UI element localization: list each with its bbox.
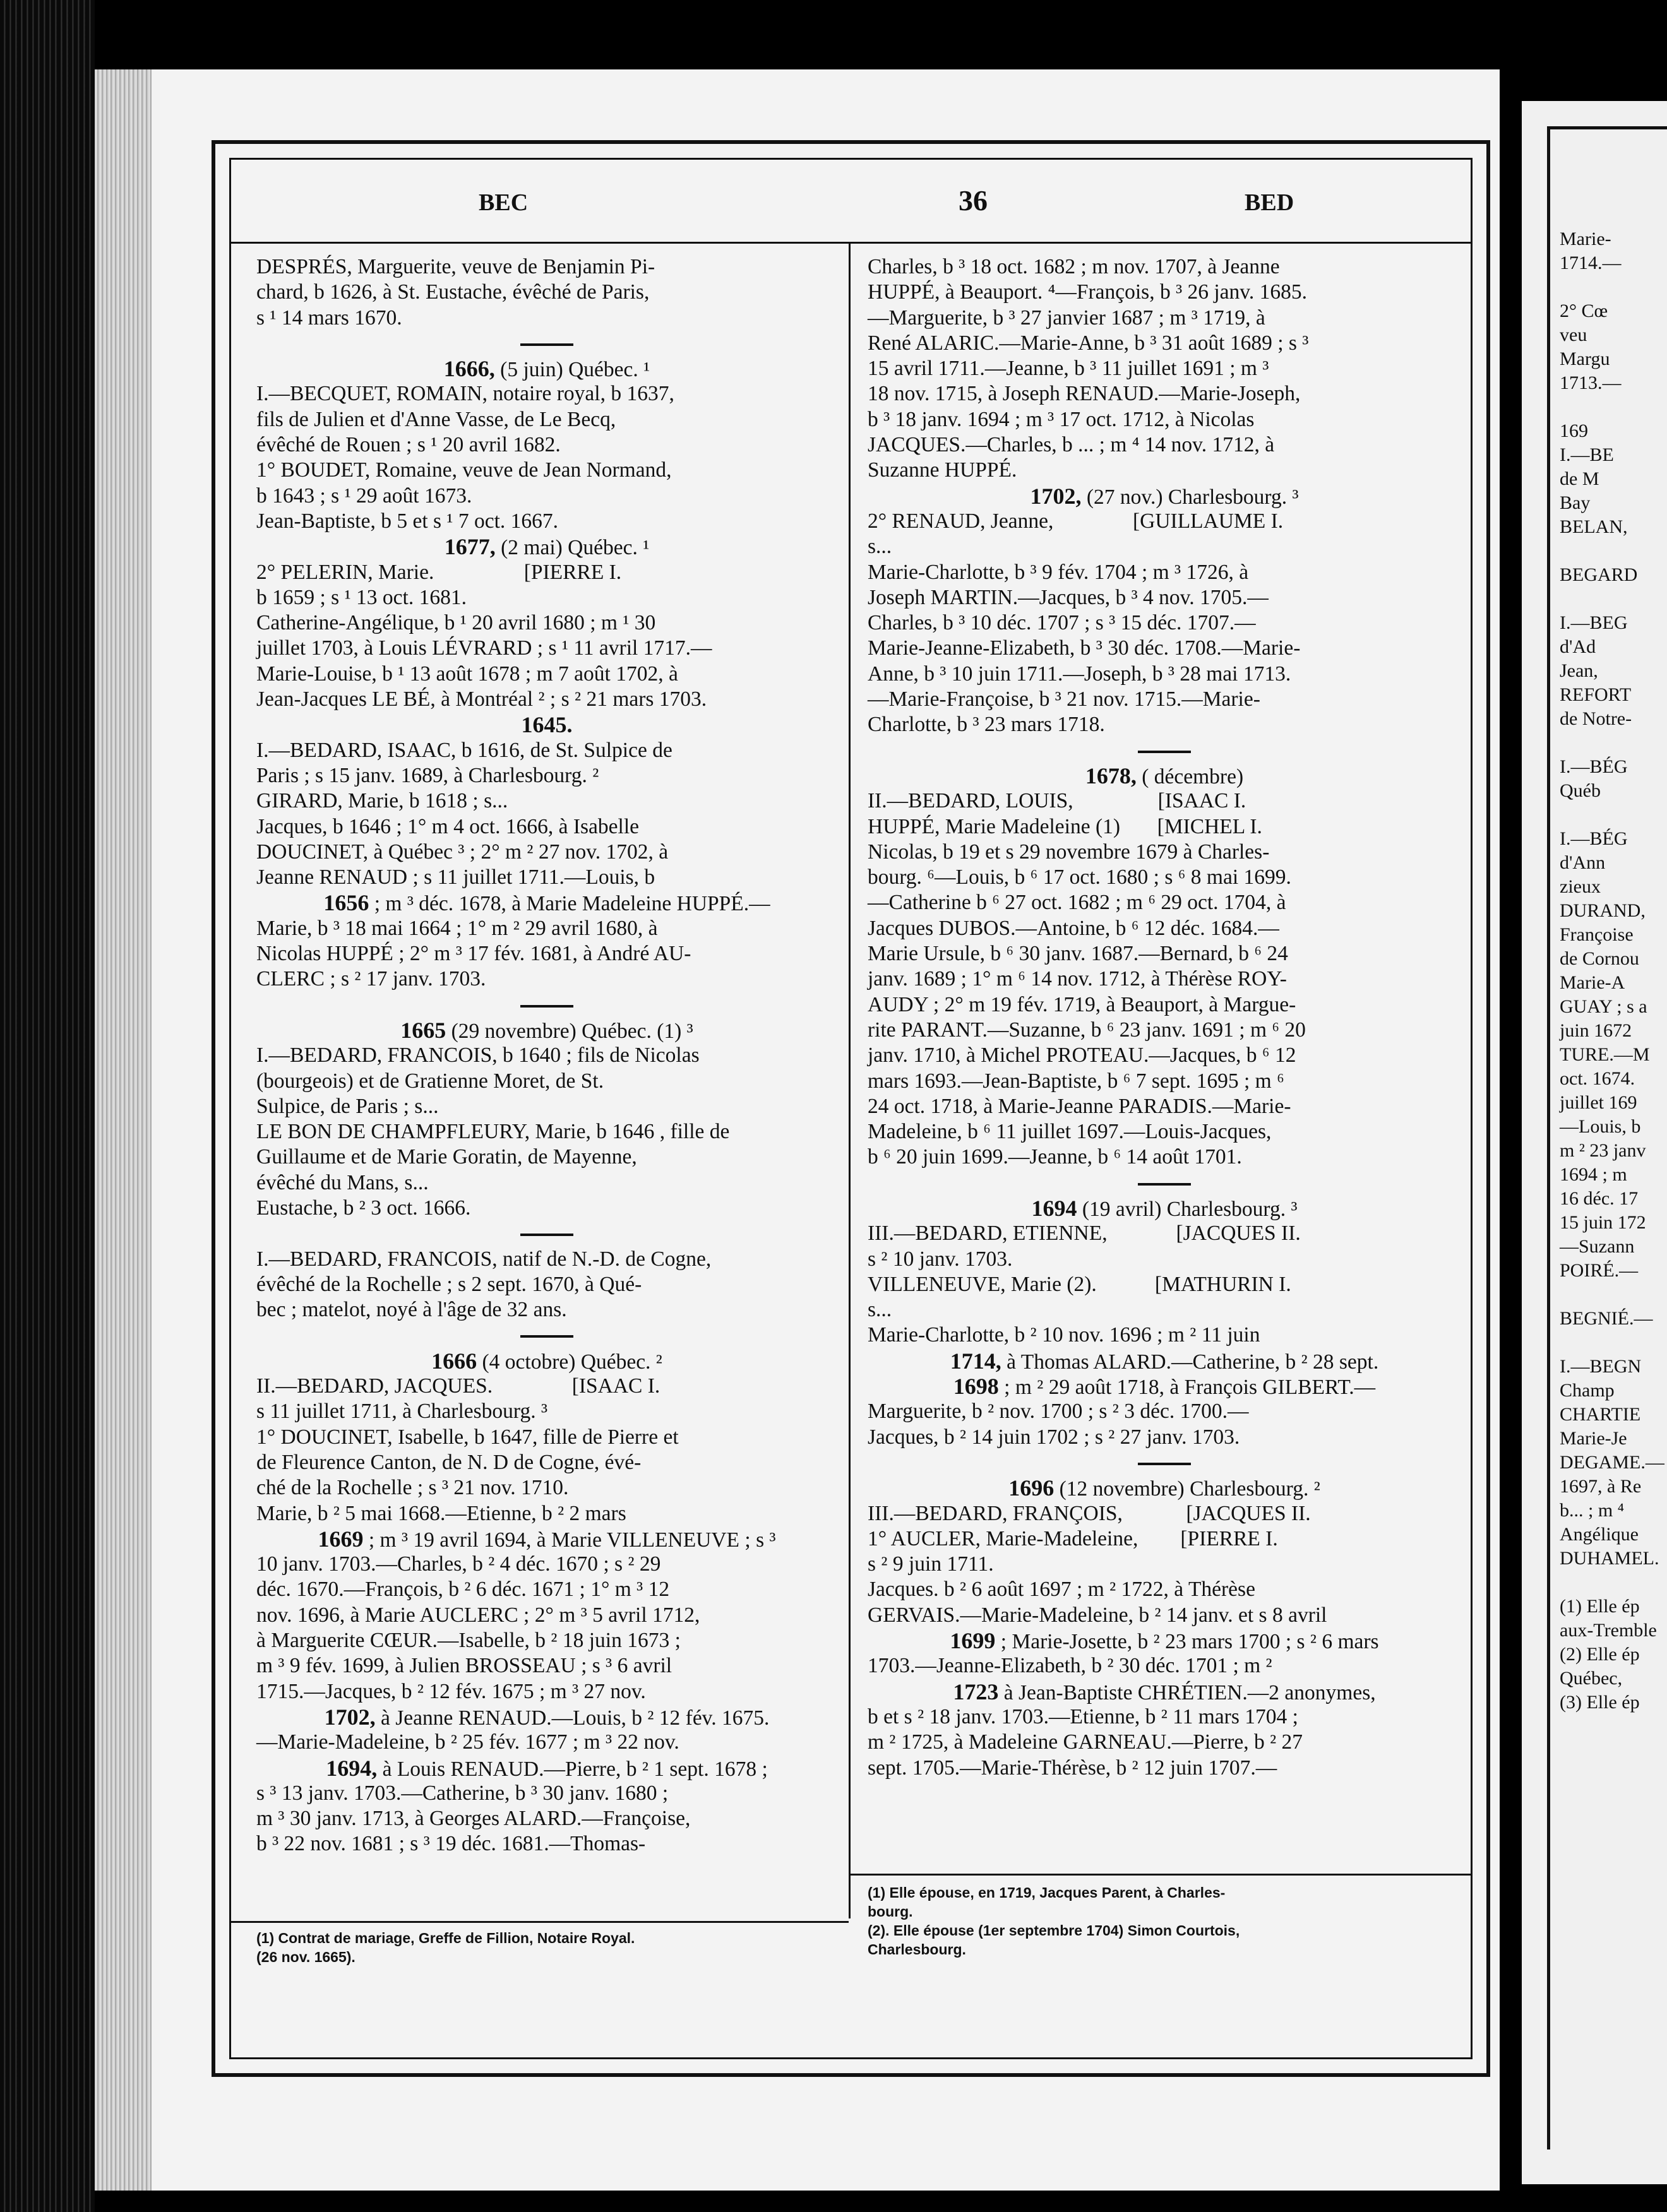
text-line: AUDY ; 2° m 19 fév. 1719, à Beauport, à Margue- <box>868 992 1296 1016</box>
adjacent-text-line: 1697, à Re <box>1560 1476 1642 1497</box>
text-line: HUPPÉ, à Beauport. ⁴—François, b ³ 26 janv. 1685. <box>868 280 1307 304</box>
text-line: b ⁶ 20 juin 1699.—Jeanne, b ⁶ 14 août 1701. <box>868 1145 1242 1169</box>
text-line: b ³ 22 nov. 1681 ; s ³ 19 déc. 1681.—Thomas- <box>256 1832 646 1856</box>
text-line: GERVAIS.—Marie-Madeleine, b ² 14 janv. et s 8 avril <box>868 1603 1327 1627</box>
adjacent-text-line <box>1560 1571 1664 1595</box>
header-left: BEC <box>479 189 529 216</box>
text-line: II.—BEDARD, LOUIS, [ISAAC I. <box>868 789 1246 813</box>
text-line: 1715.—Jacques, b ² 12 fév. 1675 ; m ³ 27 nov. <box>256 1679 646 1703</box>
text-line: évêché du Mans, s... <box>256 1170 429 1194</box>
footnote-line: Charlesbourg. <box>868 1941 966 1958</box>
adjacent-text-line: CHARTIE <box>1560 1404 1641 1425</box>
footnote-rule-left <box>231 1921 849 1923</box>
entry-heading: 1696 (12 novembre) Charlesbourg. ² <box>1008 1475 1320 1501</box>
entry-heading: 1694 (19 avril) Charlesbourg. ³ <box>1031 1195 1298 1221</box>
text-line: chard, b 1626, à St. Eustache, évêché de Paris, <box>256 280 650 304</box>
text-line: —Marguerite, b ³ 27 janvier 1687 ; m ³ 1719, à <box>868 306 1265 330</box>
text-line: Jacques, b 1646 ; 1° m 4 oct. 1666, à Isabelle <box>256 814 640 838</box>
text-line: évêché de la Rochelle ; s 2 sept. 1670, à Qué- <box>256 1272 642 1296</box>
section-divider <box>868 738 1461 763</box>
adjacent-text-line <box>1560 1331 1664 1355</box>
text-line: b et s ² 18 janv. 1703.—Etienne, b ² 11 mars 1704 ; <box>868 1704 1298 1728</box>
section-divider <box>868 1170 1461 1196</box>
adjacent-text-line: 2° Cœ <box>1560 300 1608 321</box>
text-line: de Fleurence Canton, de N. D de Cogne, évé- <box>256 1450 642 1474</box>
adjacent-text-line: Bay <box>1560 492 1591 513</box>
adjacent-page-text <box>1560 227 1664 1715</box>
adjacent-text-line: juin 1672 <box>1560 1020 1632 1041</box>
adjacent-text-line: POIRÉ.— <box>1560 1260 1639 1281</box>
entry-heading: 1666, (5 juin) Québec. ¹ <box>443 356 650 382</box>
adjacent-text-line: d'Ann <box>1560 852 1606 873</box>
text-line: sept. 1705.—Marie-Thérèse, b ² 12 juin 1707.— <box>868 1756 1277 1780</box>
right-column <box>868 254 1461 1781</box>
left-column <box>256 254 837 1857</box>
footnotes-left <box>256 1929 635 1966</box>
adjacent-text-line: de M <box>1560 468 1599 489</box>
text-line: 2° PELERIN, Marie. [PIERRE I. <box>256 560 622 584</box>
adjacent-text-line: (3) Elle ép <box>1560 1692 1640 1713</box>
adjacent-text-line: DUHAMEL. <box>1560 1548 1659 1569</box>
text-line: s ¹ 14 mars 1670. <box>256 306 402 330</box>
adjacent-text-line: Québ <box>1560 780 1601 801</box>
text-line: —Marie-Françoise, b ³ 21 nov. 1715.—Marie- <box>868 687 1260 711</box>
adjacent-text-line: Champ <box>1560 1380 1615 1401</box>
text-line: —Marie-Madeleine, b ² 25 fév. 1677 ; m ³ 22 nov. <box>256 1730 679 1754</box>
text-line: 15 avril 1711.—Jeanne, b ³ 11 juillet 1691 ; m ³ <box>868 357 1269 381</box>
entry-heading: 1678, ( décembre) <box>1085 763 1244 788</box>
text-line: Guillaume et de Marie Goratin, de Mayenne, <box>256 1145 637 1169</box>
text-line: III.—BEDARD, FRANÇOIS, [JACQUES II. <box>868 1501 1311 1525</box>
text-line: janv. 1689 ; 1° m ⁶ 14 nov. 1712, à Thérèse ROY- <box>868 967 1287 991</box>
column-rule <box>849 242 851 1918</box>
adjacent-page <box>1522 101 1667 2184</box>
text-line: s ² 10 janv. 1703. <box>868 1247 1013 1271</box>
text-line: René ALARIC.—Marie-Anne, b ³ 31 août 1689 ; s ³ <box>868 331 1309 355</box>
adjacent-text-line: 16 déc. 17 <box>1560 1188 1639 1209</box>
text-line: Marie-Charlotte, b ³ 9 fév. 1704 ; m ³ 1726, à <box>868 560 1249 584</box>
text-line: Jacques DUBOS.—Antoine, b ⁶ 12 déc. 1684.— <box>868 916 1279 940</box>
adjacent-text-line: zieux <box>1560 876 1601 897</box>
text-line: DOUCINET, à Québec ³ ; 2° m ² 27 nov. 1702, à <box>256 840 669 864</box>
adjacent-text-line: DEGAME.— <box>1560 1452 1664 1473</box>
adjacent-text-line: (1) Elle ép <box>1560 1596 1640 1617</box>
entry-heading: 1702, à Jeanne RENAUD.—Louis, b ² 12 fév. 1675. <box>324 1704 770 1730</box>
text-line: Jacques. b ² 6 août 1697 ; m ² 1722, à Thérèse <box>868 1578 1255 1602</box>
adjacent-text-line: (2) Elle ép <box>1560 1644 1640 1665</box>
adjacent-text-line <box>1560 395 1664 419</box>
adjacent-text-line <box>1560 275 1664 299</box>
text-line: à Marguerite CŒUR.—Isabelle, b ² 18 juin 1673 ; <box>256 1629 681 1653</box>
text-line: b 1643 ; s ¹ 29 août 1673. <box>256 484 472 508</box>
adjacent-text-line: I.—BE <box>1560 444 1614 465</box>
text-line: Jacques, b ² 14 juin 1702 ; s ² 27 janv. 1703. <box>868 1425 1240 1449</box>
text-line: Nicolas HUPPÉ ; 2° m ³ 17 fév. 1681, à André AU- <box>256 942 691 966</box>
page-number: 36 <box>959 184 988 217</box>
text-line: Marie-Louise, b ¹ 13 août 1678 ; m 7 août 1702, à <box>256 662 678 686</box>
text-line: Nicolas, b 19 et s 29 novembre 1679 à Charles- <box>868 840 1270 864</box>
text-line: janv. 1710, à Michel PROTEAU.—Jacques, b ⁶ 12 <box>868 1044 1296 1067</box>
section-divider <box>256 331 837 356</box>
adjacent-text-line: d'Ad <box>1560 636 1596 657</box>
text-line: Marie Ursule, b ⁶ 30 janv. 1687.—Bernard, b ⁶ 24 <box>868 942 1288 966</box>
text-line: Sulpice, de Paris ; s... <box>256 1094 439 1118</box>
text-line: VILLENEUVE, Marie (2). [MATHURIN I. <box>868 1272 1291 1296</box>
text-line: s... <box>868 1298 892 1322</box>
entry-heading: 1656 ; m ³ déc. 1678, à Marie Madeleine HUPPÉ.— <box>323 890 770 916</box>
text-line: —Catherine b ⁶ 27 oct. 1682 ; m ⁶ 29 oct. 1704, à <box>868 891 1286 915</box>
text-line: I.—BEDARD, FRANCOIS, natif de N.-D. de Cogne, <box>256 1247 712 1271</box>
text-line: Paris ; s 15 janv. 1689, à Charlesbourg. ² <box>256 763 599 787</box>
text-line: III.—BEDARD, ETIENNE, [JACQUES II. <box>868 1222 1301 1246</box>
adjacent-text-line: 1713.— <box>1560 372 1622 393</box>
text-line: 1° BOUDET, Romaine, veuve de Jean Normand, <box>256 458 672 482</box>
text-line: évêché de Rouen ; s ¹ 20 avril 1682. <box>256 433 561 457</box>
adjacent-text-line: 1694 ; m <box>1560 1164 1627 1185</box>
text-line: HUPPÉ, Marie Madeleine (1) [MICHEL I. <box>868 814 1262 838</box>
adjacent-text-line: —Louis, b <box>1560 1116 1641 1137</box>
text-line: Catherine-Angélique, b ¹ 20 avril 1680 ; m ¹ 30 <box>256 611 656 635</box>
text-line: 1° AUCLER, Marie-Madeleine, [PIERRE I. <box>868 1526 1278 1550</box>
text-line: Joseph MARTIN.—Jacques, b ³ 4 nov. 1705.— <box>868 585 1269 609</box>
entry-heading: 1669 ; m ³ 19 avril 1694, à Marie VILLENEUVE ; s ³ <box>318 1526 776 1552</box>
entry-heading: 1699 ; Marie-Josette, b ² 23 mars 1700 ; s ² 6 mars <box>950 1628 1379 1654</box>
text-line: bec ; matelot, noyé à l'âge de 32 ans. <box>256 1298 567 1322</box>
footnote-line: (26 nov. 1665). <box>256 1949 356 1965</box>
adjacent-text-line: I.—BEGN <box>1560 1356 1642 1377</box>
adjacent-text-line: Marie-A <box>1560 972 1625 993</box>
entry-heading: 1665 (29 novembre) Québec. (1) ³ <box>400 1017 693 1043</box>
adjacent-text-line: 169 <box>1560 420 1588 441</box>
adjacent-text-line: Angélique <box>1560 1524 1639 1545</box>
entry-heading: 1677, (2 mai) Québec. ¹ <box>444 534 650 560</box>
text-line: Madeleine, b ⁶ 11 juillet 1697.—Louis-Jacques, <box>868 1120 1272 1144</box>
text-line: Marie-Jeanne-Elizabeth, b ³ 30 déc. 1708.—Marie- <box>868 636 1301 660</box>
text-line: LE BON DE CHAMPFLEURY, Marie, b 1646 , fille de <box>256 1120 730 1144</box>
adjacent-text-line: BEGARD <box>1560 564 1638 585</box>
adjacent-text-line: 15 juin 172 <box>1560 1212 1646 1233</box>
text-line: b ³ 18 janv. 1694 ; m ³ 17 oct. 1712, à Nicolas <box>868 407 1255 431</box>
text-line: 18 nov. 1715, à Joseph RENAUD.—Marie-Joseph, <box>868 382 1301 406</box>
text-line: Charles, b ³ 18 oct. 1682 ; m nov. 1707, à Jeanne <box>868 255 1280 278</box>
adjacent-text-line <box>1560 803 1664 827</box>
adjacent-text-line: b... ; m ⁴ <box>1560 1500 1625 1521</box>
text-line: (bourgeois) et de Gratienne Moret, de St. <box>256 1069 604 1093</box>
adjacent-text-line: Margu <box>1560 348 1610 369</box>
section-divider <box>256 1323 837 1348</box>
adjacent-text-line: GUAY ; s a <box>1560 996 1647 1017</box>
section-divider <box>256 992 837 1018</box>
adjacent-text-line <box>1560 587 1664 611</box>
header-right: BED <box>1245 189 1294 216</box>
text-line: mars 1693.—Jean-Baptiste, b ⁶ 7 sept. 1695 ; m ⁶ <box>868 1069 1284 1093</box>
entry-heading: 1666 (4 octobre) Québec. ² <box>431 1348 662 1374</box>
adjacent-text-line: de Cornou <box>1560 948 1639 969</box>
text-line: I.—BEDARD, ISAAC, b 1616, de St. Sulpice de <box>256 738 672 762</box>
page-frame-inner <box>229 158 1473 2059</box>
text-line: ché de la Rochelle ; s ³ 21 nov. 1710. <box>256 1476 569 1500</box>
text-line: 24 oct. 1718, à Marie-Jeanne PARADIS.—Marie- <box>868 1094 1291 1118</box>
text-line: s... <box>868 535 892 559</box>
scan-edge <box>0 0 95 2212</box>
footnotes-right <box>868 1883 1240 1959</box>
section-divider <box>256 1221 837 1246</box>
adjacent-text-line: juillet 169 <box>1560 1092 1637 1113</box>
text-line: Anne, b ³ 10 juin 1711.—Joseph, b ³ 28 mai 1713. <box>868 662 1291 686</box>
text-line: GIRARD, Marie, b 1618 ; s... <box>256 789 508 813</box>
text-line: rite PARANT.—Suzanne, b ⁶ 23 janv. 1691 ; m ⁶ 20 <box>868 1018 1306 1042</box>
adjacent-text-line: aux-Tremble <box>1560 1620 1657 1641</box>
text-line: juillet 1703, à Louis LÉVRARD ; s ¹ 11 avril 1717.— <box>256 636 712 660</box>
adjacent-text-line: m ² 23 janv <box>1560 1140 1646 1161</box>
header-rule <box>231 242 1471 244</box>
text-line: I.—BEDARD, FRANCOIS, b 1640 ; fils de Nicolas <box>256 1044 700 1067</box>
adjacent-text-line: BEGNIÉ.— <box>1560 1308 1653 1329</box>
text-line: m ³ 30 janv. 1713, à Georges ALARD.—Françoise, <box>256 1807 691 1831</box>
adjacent-text-line: I.—BÉG <box>1560 756 1628 777</box>
text-line: Charles, b ³ 10 déc. 1707 ; s ³ 15 déc. 1707.— <box>868 611 1256 635</box>
text-line: 10 janv. 1703.—Charles, b ² 4 déc. 1670 ; s ² 29 <box>256 1552 661 1576</box>
footnote-line: (2). Elle épouse (1er septembre 1704) Simon Courtois, <box>868 1922 1240 1939</box>
text-line: CLERC ; s ² 17 janv. 1703. <box>256 967 486 991</box>
text-line: m ³ 9 fév. 1699, à Julien BROSSEAU ; s ³ 6 avril <box>256 1654 672 1678</box>
text-line: 1703.—Jeanne-Elizabeth, b ² 30 déc. 1701 ; m ² <box>868 1654 1272 1678</box>
page-stack-edge <box>95 69 152 2191</box>
entry-heading: 1714, à Thomas ALARD.—Catherine, b ² 28 sept. <box>950 1348 1379 1374</box>
text-line: Marie-Charlotte, b ² 10 nov. 1696 ; m ² 11 juin <box>868 1323 1260 1347</box>
running-header <box>231 160 1471 242</box>
text-line: s 11 juillet 1711, à Charlesbourg. ³ <box>256 1400 548 1424</box>
entry-heading: 1694, à Louis RENAUD.—Pierre, b ² 1 sept. 1678 ; <box>326 1755 768 1781</box>
adjacent-text-line: DURAND, <box>1560 900 1646 921</box>
text-line: nov. 1696, à Marie AUCLERC ; 2° m ³ 5 avril 1712, <box>256 1603 700 1627</box>
adjacent-text-line <box>1560 731 1664 755</box>
section-divider <box>868 1450 1461 1475</box>
text-line: b 1659 ; s ¹ 13 oct. 1681. <box>256 585 467 609</box>
footnote-line: bourg. <box>868 1903 913 1920</box>
text-line: Marie, b ³ 18 mai 1664 ; 1° m ² 29 avril 1680, à <box>256 916 658 940</box>
adjacent-text-line: BELAN, <box>1560 516 1628 537</box>
entry-heading: 1645. <box>521 712 573 738</box>
adjacent-text-line: Québec, <box>1560 1668 1623 1689</box>
entry-heading: 1702, (27 nov.) Charlesbourg. ³ <box>1030 483 1299 509</box>
adjacent-text-line: REFORT <box>1560 684 1632 705</box>
adjacent-text-line: Françoise <box>1560 924 1634 945</box>
text-line: bourg. ⁶—Louis, b ⁶ 17 oct. 1680 ; s ⁶ 8 mai 1699. <box>868 865 1291 889</box>
text-line: s ² 9 juin 1711. <box>868 1552 994 1576</box>
text-line: fils de Julien et d'Anne Vasse, de Le Becq, <box>256 407 616 431</box>
text-line: Charlotte, b ³ 23 mars 1718. <box>868 713 1105 737</box>
adjacent-text-line: Marie-Je <box>1560 1428 1627 1449</box>
adjacent-text-line: Jean, <box>1560 660 1598 681</box>
adjacent-text-line: veu <box>1560 324 1587 345</box>
footnote-rule-right <box>849 1874 1471 1876</box>
page-frame <box>212 140 1490 2077</box>
adjacent-text-line <box>1560 539 1664 563</box>
text-line: Eustache, b ² 3 oct. 1666. <box>256 1196 471 1220</box>
footnote-line: (1) Elle épouse, en 1719, Jacques Parent, à Charles- <box>868 1884 1226 1901</box>
adjacent-text-line: 1714.— <box>1560 253 1622 273</box>
text-line: 2° RENAUD, Jeanne, [GUILLAUME I. <box>868 509 1284 533</box>
adjacent-text-line: I.—BEG <box>1560 612 1628 633</box>
text-line: déc. 1670.—François, b ² 6 déc. 1671 ; 1° m ³ 12 <box>256 1578 670 1602</box>
adjacent-text-line: oct. 1674. <box>1560 1068 1635 1089</box>
text-line: s ³ 13 janv. 1703.—Catherine, b ³ 30 janv. 1680 ; <box>256 1781 669 1805</box>
entry-heading: 1698 ; m ² 29 août 1718, à François GILBERT.— <box>953 1374 1376 1400</box>
text-line: Jean-Jacques LE BÉ, à Montréal ² ; s ² 21 mars 1703. <box>256 687 707 711</box>
entry-heading: 1723 à Jean-Baptiste CHRÉTIEN.—2 anonymes, <box>953 1679 1376 1704</box>
adjacent-text-line: de Notre- <box>1560 708 1632 729</box>
text-line: Jeanne RENAUD ; s 11 juillet 1711.—Louis, b <box>256 865 655 889</box>
text-line: Jean-Baptiste, b 5 et s ¹ 7 oct. 1667. <box>256 509 559 533</box>
text-line: m ² 1725, à Madeleine GARNEAU.—Pierre, b ² 27 <box>868 1730 1303 1754</box>
footnote-line: (1) Contrat de mariage, Greffe de Fillion, Notaire Royal. <box>256 1930 635 1946</box>
adjacent-text-line: —Suzann <box>1560 1236 1635 1257</box>
text-line: DESPRÉS, Marguerite, veuve de Benjamin Pi- <box>256 255 655 278</box>
text-line: II.—BEDARD, JACQUES. [ISAAC I. <box>256 1374 660 1398</box>
adjacent-text-line <box>1560 1283 1664 1307</box>
text-line: I.—BECQUET, ROMAIN, notaire royal, b 1637, <box>256 382 674 406</box>
adjacent-text-line: Marie- <box>1560 229 1611 249</box>
text-line: JACQUES.—Charles, b ... ; m ⁴ 14 nov. 1712, à <box>868 433 1275 457</box>
text-line: Marie, b ² 5 mai 1668.—Etienne, b ² 2 mars <box>256 1501 626 1525</box>
text-line: Marguerite, b ² nov. 1700 ; s ² 3 déc. 1700.— <box>868 1400 1249 1424</box>
text-line: 1° DOUCINET, Isabelle, b 1647, fille de Pierre et <box>256 1425 679 1449</box>
adjacent-text-line: I.—BÉG <box>1560 828 1628 849</box>
adjacent-text-line: TURE.—M <box>1560 1044 1650 1065</box>
text-line: Suzanne HUPPÉ. <box>868 458 1017 482</box>
